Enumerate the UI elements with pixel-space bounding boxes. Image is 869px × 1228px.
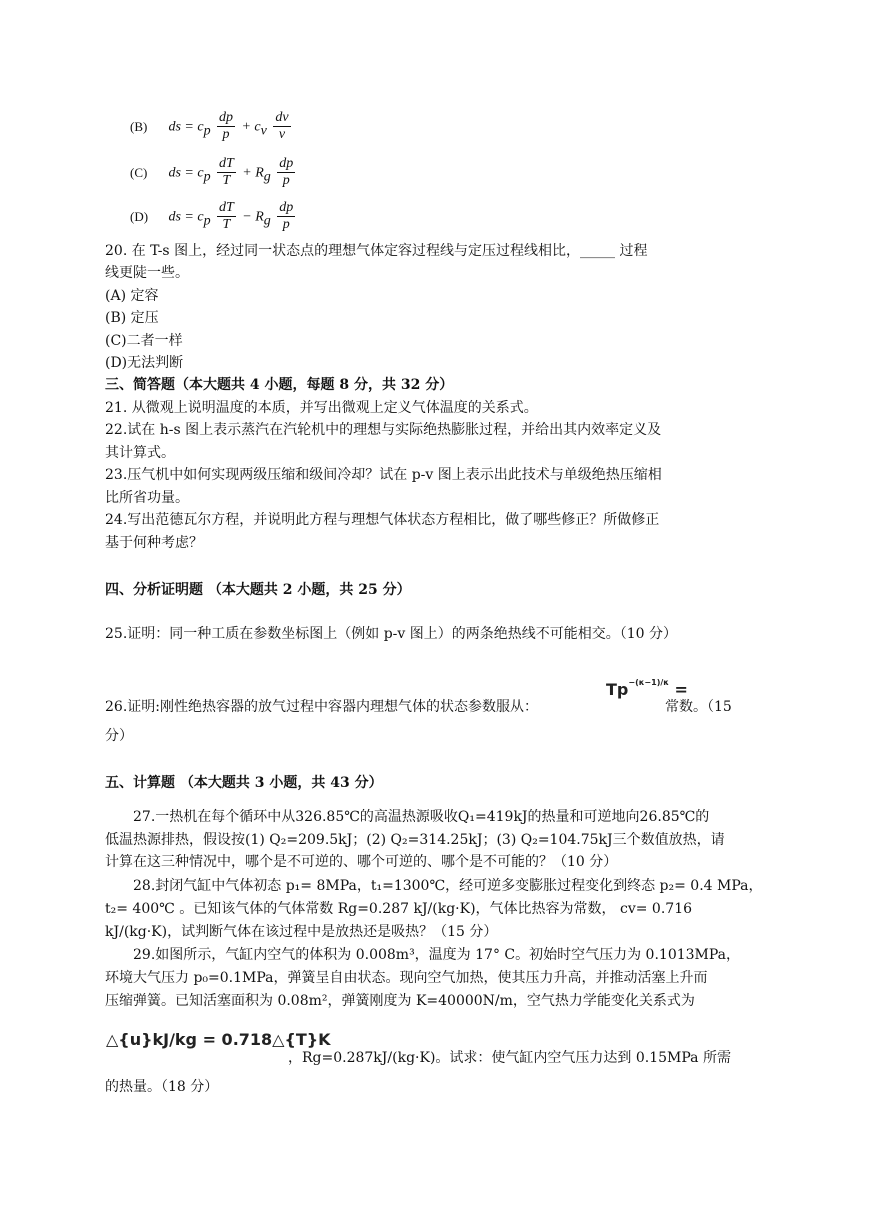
question-22-line2: 其计算式。	[105, 445, 175, 461]
question-20-line1: 20. 在 T-s 图上，经过同一状态点的理想气体定容过程线与定压过程线相比，_____ 过程	[105, 243, 648, 259]
question-21: 21. 从微观上说明温度的本质，并写出微观上定义气体温度的关系式。	[105, 400, 538, 416]
question-24-line2: 基于何种考虑？	[105, 535, 203, 551]
question-29-last: 的热量。（18 分）	[105, 1079, 219, 1095]
question-29-tail: ，Rg=0.287kJ/(kg·K)。试求：使气缸内空气压力达到 0.15MPa 所需	[288, 1050, 731, 1066]
question-22-line1: 22.试在 h-s 图上表示蒸汽在汽轮机中的理想与实际绝热膨胀过程，并给出其内效率定义及	[105, 422, 662, 438]
formula-op: + c	[241, 119, 261, 135]
fraction-num: dT	[219, 156, 234, 171]
formula-sub: p	[203, 213, 211, 229]
question-26-formula: $Tp^{-(\kappa-1)/\kappa}$ =	[606, 677, 688, 699]
fraction-den: p	[282, 217, 290, 232]
question-20-option-a: (A) 定容	[105, 288, 159, 304]
question-24-line1: 24.写出范德瓦尔方程，并说明此方程与理想气体状态方程相比，做了哪些修正？所做修正	[105, 512, 660, 528]
formula-sub: p	[203, 123, 211, 139]
question-26-text: 26.证明:刚性绝热容器的放气过程中容器内理想气体的状态参数服从：	[105, 699, 538, 715]
fraction-den: T	[222, 173, 231, 188]
question-25: 25.证明：同一种工质在参数坐标图上（例如 p-v 图上）的两条绝热线不可能相交。（10 分）	[105, 626, 678, 642]
formula-lhs: ds = c	[168, 209, 204, 225]
fraction	[217, 200, 236, 233]
question-28-line2: t₂= 400℃ 。已知该气体的气体常数 Rg=0.287 kJ/(kg·K)，气体比热容为常数， cv= 0.716	[105, 901, 693, 917]
question-29-line1: 29.如图所示，气缸内空气的体积为 0.008m³，温度为 17° C。初始时空气压力为 0.1013MPa，	[133, 947, 741, 963]
question-27-line3: 计算在这三种情况中，哪个是不可逆的、哪个可逆的、哪个是不可能的？（10 分）	[105, 854, 618, 870]
formula-sub: g	[263, 169, 271, 185]
formula-lhs: ds = c	[168, 119, 204, 135]
fraction-num: dv	[275, 110, 289, 125]
fraction-num: dp	[219, 110, 234, 125]
question-23-line2: 比所省功量。	[105, 490, 189, 506]
question-23-line1: 23.压气机中如何实现两级压缩和级间冷却？试在 p-v 图上表示出此技术与单级绝热压缩相	[105, 467, 662, 483]
option-label: (C)	[130, 164, 148, 180]
fraction-den: v	[278, 127, 286, 142]
fraction-den: T	[222, 217, 231, 232]
question-20-line2: 线更陡一些。	[105, 265, 189, 281]
question-28-line1: 28.封闭气缸中气体初态 p₁= 8MPa，t₁=1300℃，经可逆多变膨胀过程变化到终态 p₂= 0.4 MPa，	[133, 878, 763, 894]
option-label: (D)	[130, 208, 149, 224]
fraction	[277, 156, 295, 189]
formula-sub: g	[263, 213, 271, 229]
question-27-line1: 27.一热机在每个循环中从326.85℃的高温热源吸收Q₁=419kJ的热量和可逆地向26.85℃的	[133, 809, 710, 825]
fraction	[277, 200, 295, 233]
fraction-num: dT	[219, 200, 234, 215]
option-label: (B)	[130, 118, 148, 134]
formula-sub: v	[260, 123, 267, 139]
question-26-line2: 分）	[105, 728, 133, 744]
fraction-num: dp	[279, 200, 294, 215]
formula-lhs: ds = c	[168, 165, 204, 181]
question-29-formula: △{u}kJ/kg = 0.718△{T}K	[106, 1030, 331, 1049]
question-20-option-c: (C)二者一样	[105, 333, 183, 349]
question-27-line2: 低温热源排热，假设按(1) Q₂=209.5kJ；(2) Q₂=314.25kJ；(3) Q₂=104.75kJ三个数值放热，请	[105, 832, 725, 848]
question-29-line3: 压缩弹簧。已知活塞面积为 0.08m²，弹簧刚度为 K=40000N/m，空气热力学能变化关系式为	[105, 993, 695, 1009]
fraction	[217, 156, 236, 189]
fraction-den: p	[222, 127, 230, 142]
question-20-option-b: (B) 定压	[105, 310, 159, 326]
option-c-formula	[130, 156, 297, 189]
fraction-num: dp	[279, 156, 294, 171]
fraction-den: p	[282, 173, 290, 188]
fraction	[273, 110, 290, 143]
question-28-line3: kJ/(kg·K)，试判断气体在该过程中是放热还是吸热？（15 分）	[105, 924, 498, 940]
option-b-formula	[130, 110, 293, 143]
section-5-heading: 五、计算题 （本大题共 3 小题，共 43 分）	[105, 775, 383, 791]
section-4-heading: 四、分析证明题 （本大题共 2 小题，共 25 分）	[105, 582, 411, 598]
question-26-tail: 常数。（15	[665, 699, 732, 715]
question-29-line2: 环境大气压力 p₀=0.1MPa，弹簧呈自由状态。现向空气加热，使其压力升高，并推动活塞上升而	[105, 970, 708, 986]
formula-op: + R	[242, 165, 264, 181]
section-3-heading: 三、简答题（本大题共 4 小题，每题 8 分，共 32 分）	[105, 377, 454, 393]
formula-op: − R	[242, 209, 264, 225]
fraction	[217, 110, 235, 143]
option-d-formula	[130, 200, 297, 233]
question-20-option-d: (D)无法判断	[105, 355, 184, 371]
formula-sub: p	[203, 169, 211, 185]
